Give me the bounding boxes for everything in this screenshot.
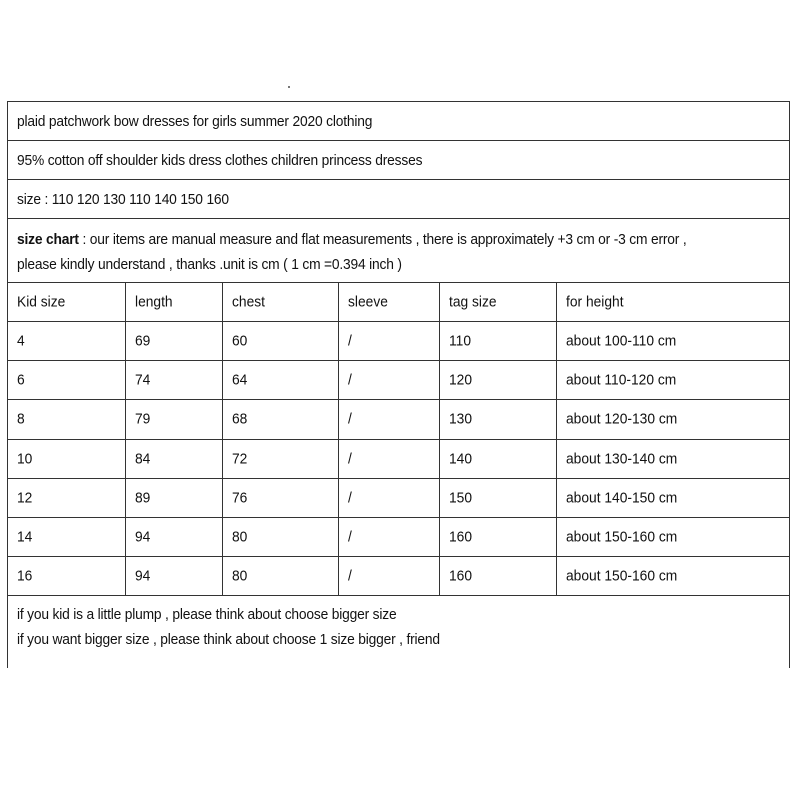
cell-kid-size [8,479,125,517]
value-kid-size: 4 [17,332,25,350]
available-sizes: size : 110 120 130 110 140 150 160 [17,191,229,208]
value-for-height: about 110-120 cm [566,371,677,389]
value-sleeve: / [348,410,352,428]
header-cell-chest [222,283,338,321]
cell-chest [222,518,338,556]
cell-chest [222,361,338,399]
value-kid-size: 16 [17,567,33,585]
cell-for-height [556,400,789,438]
table-row [8,400,789,439]
value-length: 69 [135,332,151,350]
cell-for-height [556,479,789,517]
value-kid-size: 12 [17,489,33,507]
value-for-height: about 100-110 cm [566,332,677,350]
value-sleeve: / [348,528,352,546]
cell-tag-size [439,322,556,360]
cell-for-height [556,518,789,556]
value-chest: 76 [232,489,248,507]
table-row [8,361,789,400]
cell-for-height [556,440,789,478]
value-sleeve: / [348,567,352,585]
cell-kid-size [8,557,125,595]
table-row [8,440,789,479]
header-label-tag-size: tag size [449,293,497,311]
cell-length [125,479,222,517]
cell-for-height [556,557,789,595]
value-tag-size: 110 [449,332,472,350]
header-cell-sleeve [338,283,439,321]
cell-sleeve [338,518,439,556]
value-length: 89 [135,489,151,507]
value-length: 79 [135,410,151,428]
header-cell-kid-size [8,283,125,321]
footer-notes-row [8,597,789,669]
size-chart-note-row [8,219,789,283]
cell-tag-size [439,518,556,556]
value-tag-size: 160 [449,567,473,585]
value-chest: 80 [232,528,248,546]
value-sleeve: / [348,332,352,350]
value-tag-size: 130 [449,410,473,428]
product-description: 95% cotton off shoulder kids dress clothes children princess dresses [17,152,423,169]
cell-sleeve [338,557,439,595]
cell-for-height [556,361,789,399]
size-chart-label: size chart [17,231,79,248]
cell-kid-size [8,322,125,360]
cell-chest [222,400,338,438]
footer-note-bigger: if you want bigger size , please think about choose 1 size bigger , friend [17,631,440,648]
title-row [8,102,789,141]
header-label-for-height: for height [566,293,624,311]
size-chart-note-text-1: : our items are manual measure and flat measurements , there is approximately +3 cm or -3 cm error , [78,231,687,248]
cell-sleeve [338,440,439,478]
value-for-height: about 140-150 cm [566,489,678,507]
table-row [8,322,789,361]
size-chart-note-line-2: please kindly understand , thanks .unit is cm ( 1 cm =0.394 inch ) [17,256,402,273]
cell-length [125,322,222,360]
value-chest: 64 [232,371,248,389]
value-length: 74 [135,371,151,389]
header-cell-for-height [556,283,789,321]
value-sleeve: / [348,450,352,468]
cell-chest [222,322,338,360]
value-tag-size: 140 [449,450,473,468]
cell-sleeve [338,479,439,517]
cell-kid-size [8,440,125,478]
value-chest: 68 [232,410,248,428]
size-chart-note-line-1 [17,231,686,248]
cell-tag-size [439,440,556,478]
value-tag-size: 120 [449,371,473,389]
header-cell-length [125,283,222,321]
table-row [8,479,789,518]
cell-kid-size [8,518,125,556]
value-length: 94 [135,528,151,546]
value-sleeve: / [348,371,352,389]
cell-tag-size [439,479,556,517]
cell-sleeve [338,361,439,399]
table-header-row [8,283,789,322]
value-sleeve: / [348,489,352,507]
cell-sleeve [338,400,439,438]
header-cell-tag-size [439,283,556,321]
value-kid-size: 10 [17,450,33,468]
value-for-height: about 130-140 cm [566,450,678,468]
footer-note-plump: if you kid is a little plump , please think about choose bigger size [17,606,397,623]
cell-chest [222,557,338,595]
header-label-chest: chest [232,293,265,311]
value-for-height: about 120-130 cm [566,410,678,428]
value-kid-size: 6 [17,371,25,389]
product-title: plaid patchwork bow dresses for girls summer 2020 clothing [17,113,373,130]
cell-for-height [556,322,789,360]
cell-kid-size [8,400,125,438]
cell-length [125,518,222,556]
value-for-height: about 150-160 cm [566,528,678,546]
value-chest: 80 [232,567,248,585]
value-kid-size: 14 [17,528,33,546]
value-chest: 60 [232,332,248,350]
cell-length [125,557,222,595]
value-tag-size: 150 [449,489,473,507]
cell-chest [222,440,338,478]
value-length: 84 [135,450,151,468]
value-tag-size: 160 [449,528,473,546]
cell-kid-size [8,361,125,399]
sizes-row [8,180,789,219]
stray-dot [288,86,290,88]
header-label-sleeve: sleeve [348,293,388,311]
table-row [8,518,789,557]
cell-length [125,400,222,438]
value-length: 94 [135,567,151,585]
value-kid-size: 8 [17,410,25,428]
size-chart-sheet [7,101,790,668]
table-row [8,557,789,596]
cell-tag-size [439,400,556,438]
cell-sleeve [338,322,439,360]
header-label-length: length [135,293,173,311]
cell-length [125,361,222,399]
material-row [8,141,789,180]
cell-chest [222,479,338,517]
value-for-height: about 150-160 cm [566,567,678,585]
header-label-kid-size: Kid size [17,293,66,311]
cell-tag-size [439,557,556,595]
value-chest: 72 [232,450,248,468]
cell-length [125,440,222,478]
cell-tag-size [439,361,556,399]
